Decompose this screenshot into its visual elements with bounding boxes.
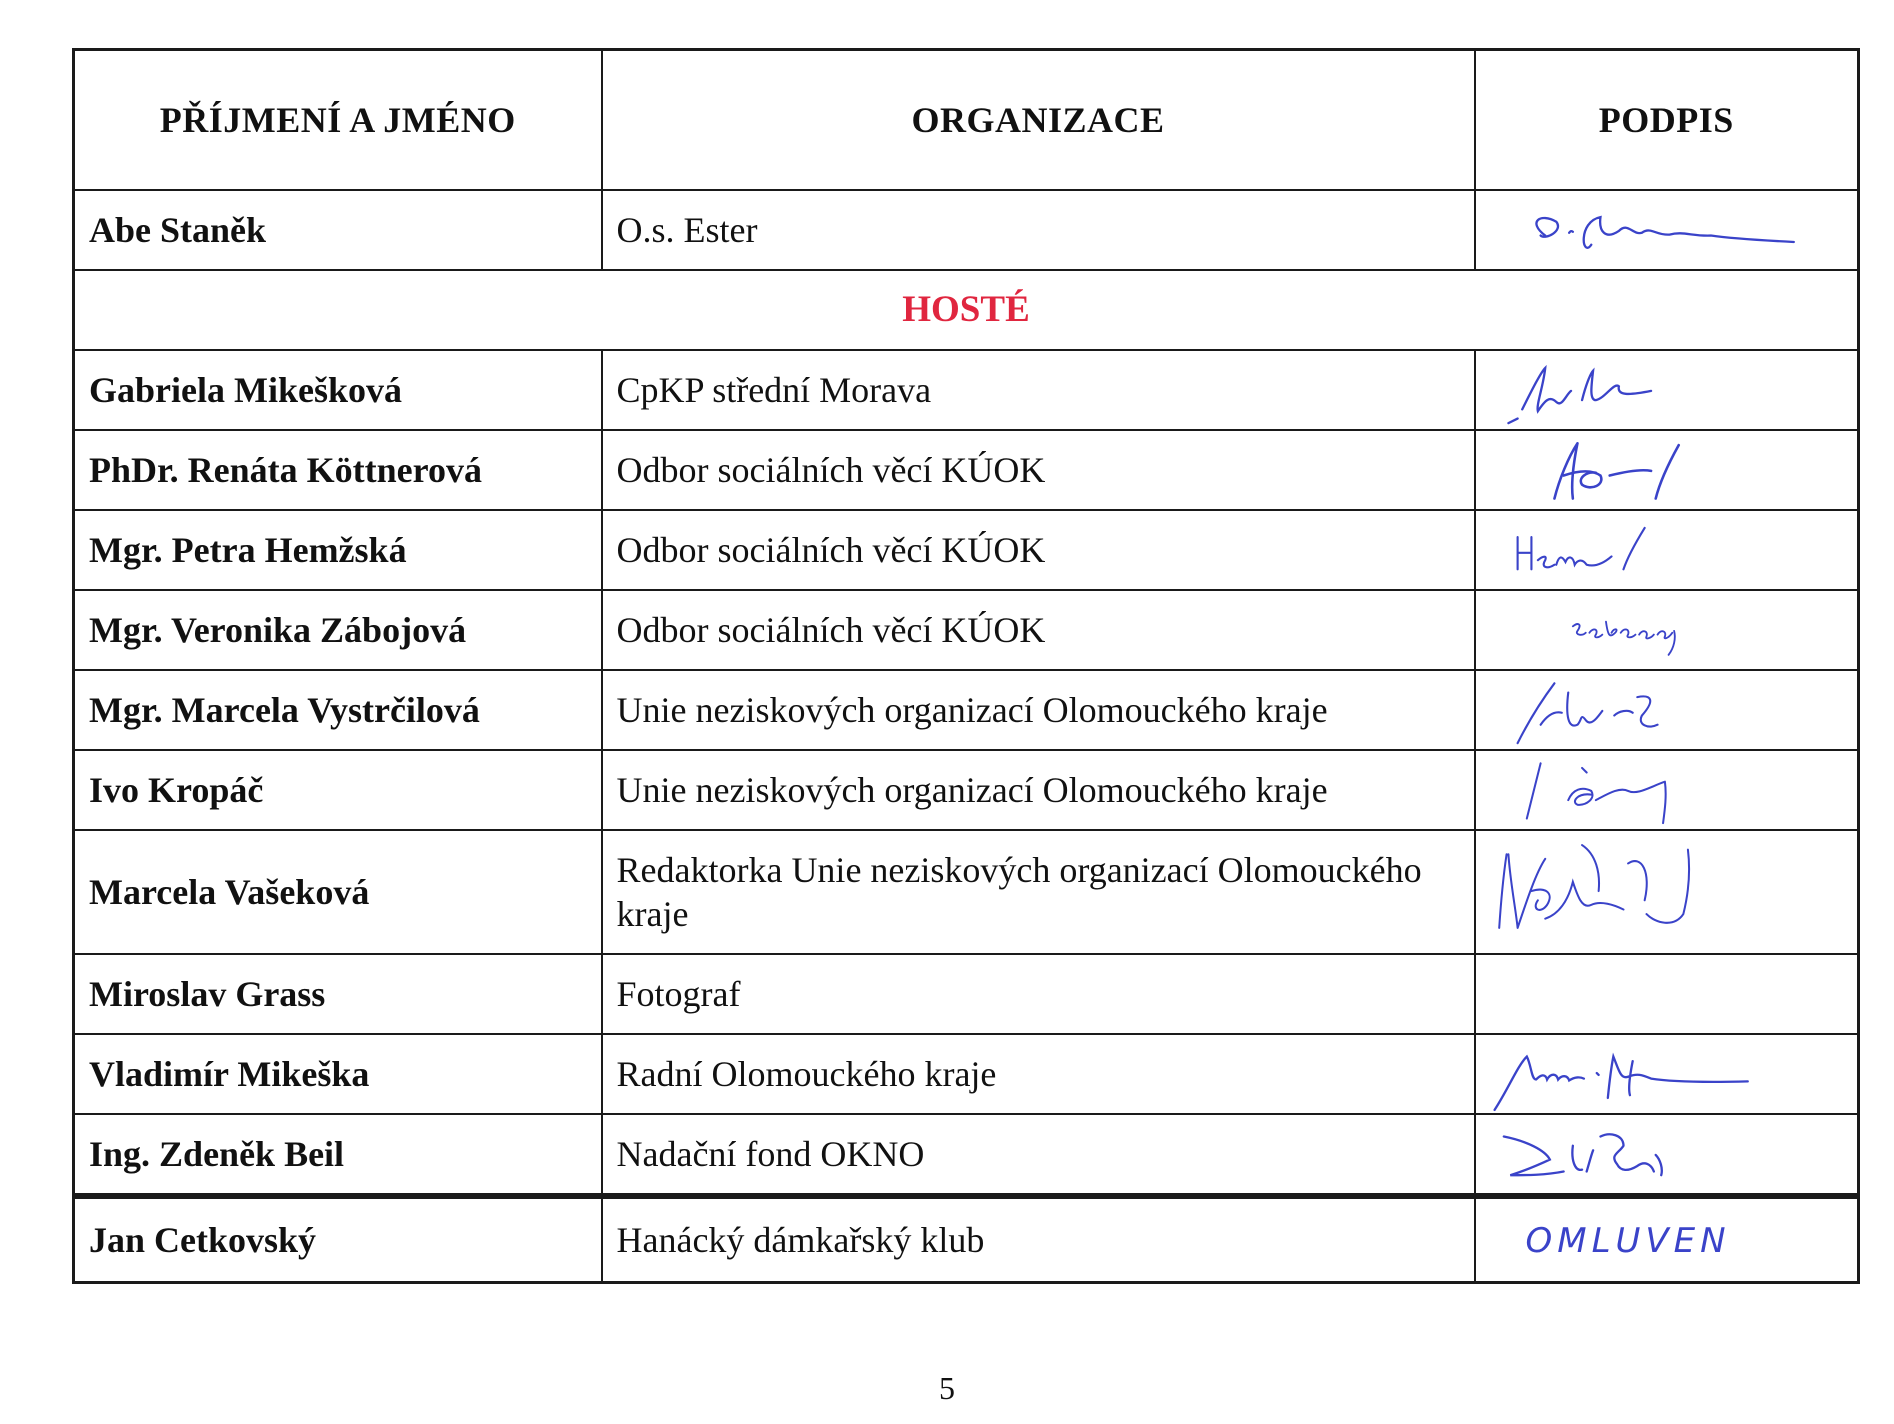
handwritten-signature	[1490, 1115, 1844, 1193]
signature-cell-empty	[1475, 954, 1859, 1034]
table-row	[74, 954, 1859, 1034]
person-organization: Unie neziskových organizací Olomouckého kraje	[602, 670, 1475, 750]
handwritten-signature	[1490, 671, 1844, 749]
signature-cell	[1475, 1034, 1859, 1114]
signature-cell	[1475, 430, 1859, 510]
signature-cell	[1475, 1196, 1859, 1283]
person-name: Mgr. Veronika Zábojová	[74, 590, 602, 670]
signature-cell	[1475, 1114, 1859, 1196]
attendance-table	[72, 48, 1860, 1284]
person-name: PhDr. Renáta Köttnerová	[74, 430, 602, 510]
person-name: Vladimír Mikeška	[74, 1034, 602, 1114]
person-name: Jan Cetkovský	[74, 1196, 602, 1283]
handwritten-signature	[1490, 1035, 1844, 1113]
signature-cell	[1475, 750, 1859, 830]
header-organization: ORGANIZACE	[602, 50, 1475, 191]
person-organization: Nadační fond OKNO	[602, 1114, 1475, 1196]
person-organization: Unie neziskových organizací Olomouckého kraje	[602, 750, 1475, 830]
table-row	[74, 510, 1859, 590]
person-name: Miroslav Grass	[74, 954, 602, 1034]
signature-cell	[1475, 510, 1859, 590]
person-name: Abe Staněk	[74, 190, 602, 270]
signature-cell	[1475, 830, 1859, 954]
person-organization: Odbor sociálních věcí KÚOK	[602, 430, 1475, 510]
table-row	[74, 750, 1859, 830]
person-name: Ing. Zdeněk Beil	[74, 1114, 602, 1196]
person-organization: Hanácký dámkařský klub	[602, 1196, 1475, 1283]
section-row	[74, 270, 1859, 350]
table-row	[74, 190, 1859, 270]
handwritten-signature	[1490, 511, 1844, 589]
person-name: Mgr. Petra Hemžská	[74, 510, 602, 590]
handwritten-signature	[1490, 831, 1844, 953]
signature-cell	[1475, 670, 1859, 750]
handwritten-signature	[1490, 751, 1844, 829]
table-row	[74, 670, 1859, 750]
table-row	[74, 1196, 1859, 1283]
handwritten-signature	[1490, 591, 1844, 669]
handwritten-signature	[1490, 191, 1844, 269]
table-row	[74, 1114, 1859, 1196]
table-row	[74, 830, 1859, 954]
table-row	[74, 350, 1859, 430]
handwritten-note: OMLUVEN	[1525, 1220, 1731, 1261]
table-header-row	[74, 50, 1859, 191]
person-organization: Radní Olomouckého kraje	[602, 1034, 1475, 1114]
header-name: PŘÍJMENÍ A JMÉNO	[74, 50, 602, 191]
signature-cell	[1475, 590, 1859, 670]
table-row	[74, 1034, 1859, 1114]
person-organization: Redaktorka Unie neziskových organizací Olomouckého kraje	[602, 830, 1475, 954]
header-signature: PODPIS	[1475, 50, 1859, 191]
person-organization: Odbor sociálních věcí KÚOK	[602, 590, 1475, 670]
person-organization: Fotograf	[602, 954, 1475, 1034]
table-row	[74, 590, 1859, 670]
table-row	[74, 430, 1859, 510]
person-organization: O.s. Ester	[602, 190, 1475, 270]
section-title: HOSTÉ	[74, 270, 1859, 350]
person-name: Marcela Vašeková	[74, 830, 602, 954]
page-number: 5	[939, 1370, 955, 1406]
person-name: Ivo Kropáč	[74, 750, 602, 830]
person-organization: CpKP střední Morava	[602, 350, 1475, 430]
person-name: Gabriela Mikešková	[74, 350, 602, 430]
person-organization: Odbor sociálních věcí KÚOK	[602, 510, 1475, 590]
signature-cell	[1475, 190, 1859, 270]
handwritten-signature	[1490, 431, 1844, 509]
signature-cell	[1475, 350, 1859, 430]
person-name: Mgr. Marcela Vystrčilová	[74, 670, 602, 750]
handwritten-signature	[1490, 351, 1844, 429]
